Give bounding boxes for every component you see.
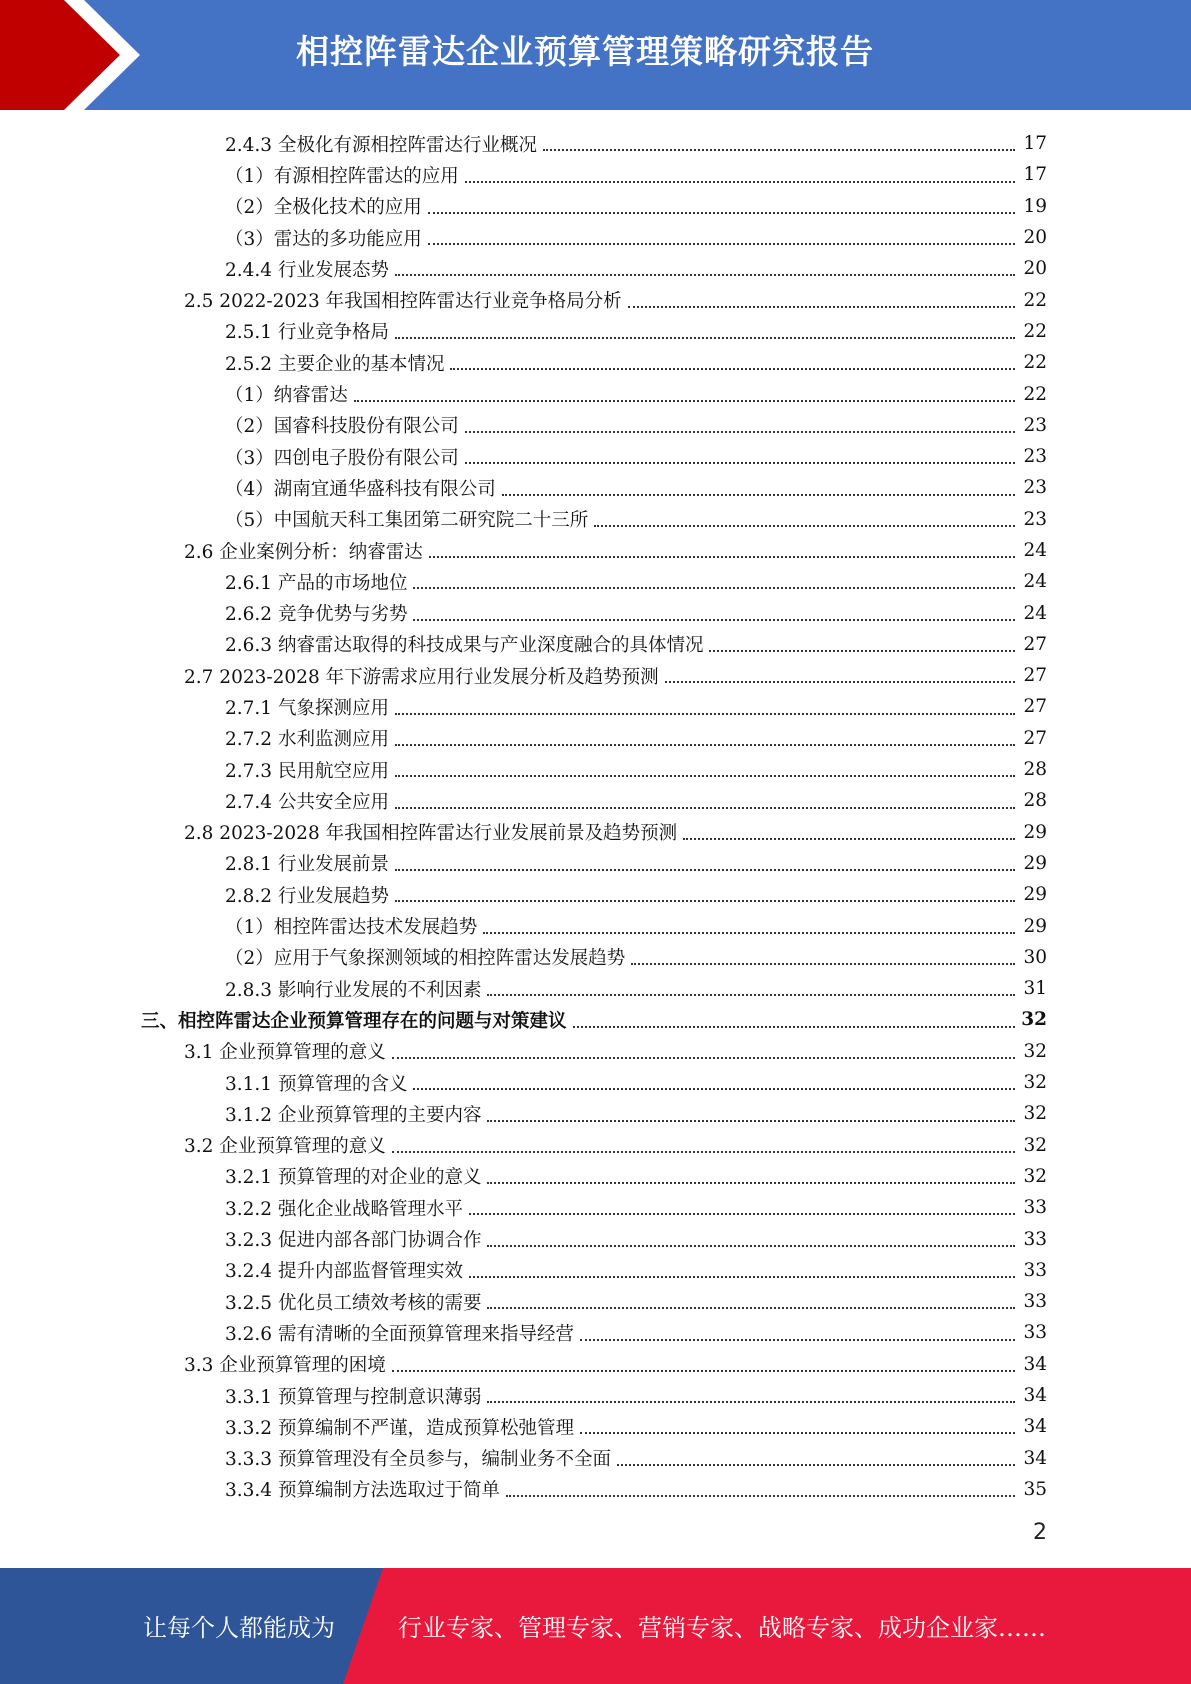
toc-entry-title: （2）应用于气象探测领域的相控阵雷达发展趋势 (225, 948, 626, 970)
toc-entry[interactable] (0, 1442, 1191, 1473)
toc-entry-page: 27 (1023, 727, 1047, 749)
toc-entry-page: 27 (1023, 633, 1047, 655)
toc-leader-dots (709, 649, 1015, 652)
toc-entry-page: 33 (1023, 1197, 1047, 1219)
toc-entry-page: 31 (1023, 978, 1047, 1000)
toc-leader-dots (413, 586, 1015, 589)
toc-entry[interactable] (0, 1130, 1191, 1161)
toc-leader-dots (631, 962, 1015, 965)
toc-entry-title: 2.8.1 行业发展前景 (225, 854, 389, 876)
toc-entry[interactable] (0, 1349, 1191, 1380)
toc-entry[interactable] (0, 535, 1191, 566)
toc-entry-page: 22 (1023, 320, 1047, 342)
toc-entry-page: 29 (1023, 884, 1047, 906)
toc-leader-dots (573, 1025, 1015, 1028)
toc-entry-page: 32 (1023, 1165, 1047, 1187)
toc-entry[interactable] (0, 316, 1191, 347)
toc-entry[interactable] (0, 378, 1191, 409)
toc-leader-dots (395, 273, 1015, 276)
toc-leader-dots (395, 774, 1015, 777)
toc-entry-title: 2.7.3 民用航空应用 (225, 760, 389, 782)
toc-leader-dots (428, 242, 1015, 245)
toc-entry-page: 33 (1023, 1322, 1047, 1344)
toc-entry-page: 29 (1023, 821, 1047, 843)
page-number: 2 (1033, 1520, 1047, 1545)
toc-entry-title: 2.7 2023-2028 年下游需求应用行业发展分析及趋势预测 (184, 666, 659, 688)
toc-entry-page: 17 (1023, 133, 1047, 155)
toc-entry[interactable] (0, 848, 1191, 879)
toc-entry-title: （2）国睿科技股份有限公司 (225, 416, 459, 438)
toc-leader-dots (683, 837, 1015, 840)
toc-entry[interactable] (0, 691, 1191, 722)
toc-entry-page: 29 (1023, 915, 1047, 937)
page-footer (0, 1568, 1191, 1684)
toc-entry-page: 32 (1023, 1040, 1047, 1062)
toc-entry-title: 3.2.4 提升内部监督管理实效 (225, 1261, 463, 1283)
toc-leader-dots (469, 1275, 1015, 1278)
toc-entry-page: 29 (1023, 852, 1047, 874)
toc-entry-title: 2.5 2022-2023 年我国相控阵雷达行业竞争格局分析 (184, 291, 622, 313)
toc-entry-title: （3）雷达的多功能应用 (225, 228, 422, 250)
toc-entry-page: 22 (1023, 289, 1047, 311)
toc-entry-page: 28 (1023, 790, 1047, 812)
toc-entry-title: 2.4.3 全极化有源相控阵雷达行业概况 (225, 134, 537, 156)
toc-entry-page: 23 (1023, 446, 1047, 468)
toc-entry[interactable] (0, 1411, 1191, 1442)
toc-entry-page: 22 (1023, 383, 1047, 405)
footer-roles: 行业专家、管理专家、营销专家、战略专家、成功企业家…… (398, 1614, 1046, 1642)
toc-entry-title: 3.2.5 优化员工绩效考核的需要 (225, 1292, 482, 1314)
toc-leader-dots (487, 1244, 1015, 1247)
toc-entry-page: 17 (1023, 164, 1047, 186)
toc-leader-dots (665, 680, 1015, 683)
toc-entry-title: （1）有源相控阵雷达的应用 (225, 165, 459, 187)
toc-entry-page: 23 (1023, 414, 1047, 436)
toc-leader-dots (465, 430, 1015, 433)
toc-entry-page: 34 (1023, 1416, 1047, 1438)
toc-leader-dots (395, 743, 1015, 746)
toc-leader-dots (580, 1338, 1015, 1341)
toc-leader-dots (395, 868, 1015, 871)
toc-entry[interactable] (0, 1004, 1191, 1035)
toc-entry[interactable] (0, 1255, 1191, 1286)
toc-entry[interactable] (0, 629, 1191, 660)
toc-leader-dots (392, 1056, 1015, 1059)
toc-leader-dots (450, 367, 1015, 370)
report-title: 相控阵雷达企业预算管理策略研究报告 (296, 32, 874, 71)
toc-entry-title: 2.6.1 产品的市场地位 (225, 572, 408, 594)
toc-entry[interactable] (0, 253, 1191, 284)
toc-entry[interactable] (0, 566, 1191, 597)
toc-entry-title: （5）中国航天科工集团第二研究院二十三所 (225, 510, 589, 532)
toc-entry-page: 35 (1023, 1478, 1047, 1500)
toc-entry-title: 3.2.6 需有清晰的全面预算管理来指导经营 (225, 1323, 574, 1345)
toc-entry-title: 3.2.3 促进内部各部门协调合作 (225, 1230, 482, 1252)
toc-leader-dots (487, 1181, 1015, 1184)
toc-entry-title: 2.8 2023-2028 年我国相控阵雷达行业发展前景及趋势预测 (184, 823, 678, 845)
toc-leader-dots (465, 461, 1015, 464)
toc-leader-dots (469, 1212, 1015, 1215)
toc-leader-dots (429, 555, 1015, 558)
toc-entry-title: 3.2.1 预算管理的对企业的意义 (225, 1167, 482, 1189)
toc-entry[interactable] (0, 910, 1191, 941)
toc-entry-title: （4）湖南宜通华盛科技有限公司 (225, 478, 496, 500)
toc-entry-title: 3.1.1 预算管理的含义 (225, 1073, 408, 1095)
toc-entry[interactable] (0, 347, 1191, 378)
toc-entry-page: 34 (1023, 1447, 1047, 1469)
toc-entry[interactable] (0, 410, 1191, 441)
toc-entry[interactable] (0, 879, 1191, 910)
toc-entry-title: （2）全极化技术的应用 (225, 197, 422, 219)
toc-leader-dots (594, 524, 1015, 527)
toc-entry[interactable] (0, 472, 1191, 503)
toc-entry-title: 2.8.2 行业发展趋势 (225, 885, 389, 907)
toc-entry[interactable] (0, 942, 1191, 973)
toc-entry[interactable] (0, 660, 1191, 691)
toc-entry[interactable] (0, 1161, 1191, 1192)
toc-leader-dots (543, 148, 1015, 151)
toc-entry[interactable] (0, 817, 1191, 848)
toc-leader-dots (354, 399, 1015, 402)
toc-entry-page: 33 (1023, 1228, 1047, 1250)
toc-entry[interactable] (0, 597, 1191, 628)
toc-entry-title: 3.3.4 预算编制方法选取过于简单 (225, 1480, 500, 1502)
toc-leader-dots (580, 1431, 1015, 1434)
toc-entry-page: 23 (1023, 508, 1047, 530)
toc-entry[interactable] (0, 1474, 1191, 1505)
toc-entry-page: 27 (1023, 696, 1047, 718)
toc-entry-page: 20 (1023, 258, 1047, 280)
toc-leader-dots (502, 493, 1015, 496)
toc-leader-dots (487, 1400, 1015, 1403)
toc-entry-page: 22 (1023, 352, 1047, 374)
toc-leader-dots (395, 712, 1015, 715)
toc-leader-dots (487, 1306, 1015, 1309)
toc-entry-title: 3.2 企业预算管理的意义 (184, 1136, 386, 1158)
toc-entry[interactable] (0, 159, 1191, 190)
toc-entry-title: 2.6.2 竞争优势与劣势 (225, 604, 408, 626)
toc-entry-title: （1）相控阵雷达技术发展趋势 (225, 917, 478, 939)
toc-leader-dots (628, 305, 1015, 308)
toc-entry-page: 24 (1023, 571, 1047, 593)
toc-entry-page: 32 (1023, 1103, 1047, 1125)
toc-entry-title: 3.2.2 强化企业战略管理水平 (225, 1198, 463, 1220)
toc-leader-dots (392, 1150, 1015, 1153)
toc-entry-page: 23 (1023, 477, 1047, 499)
toc-entry[interactable] (0, 723, 1191, 754)
toc-entry-page: 19 (1023, 195, 1047, 217)
toc-entry-title: 2.5.2 主要企业的基本情况 (225, 353, 445, 375)
toc-entry-title: （3）四创电子股份有限公司 (225, 447, 459, 469)
toc-entry-title: 3.1 企业预算管理的意义 (184, 1042, 386, 1064)
toc-leader-dots (465, 180, 1015, 183)
toc-entry[interactable] (0, 785, 1191, 816)
red-chevron-decoration (0, 0, 160, 110)
toc-entry-page: 32 (1021, 1009, 1047, 1031)
toc-entry-page: 32 (1023, 1134, 1047, 1156)
toc-entry-title: 2.7.1 气象探测应用 (225, 697, 389, 719)
toc-entry[interactable] (0, 1098, 1191, 1129)
toc-entry-title: 2.6.3 纳睿雷达取得的科技成果与产业深度融合的具体情况 (225, 635, 704, 657)
toc-entry-page: 27 (1023, 665, 1047, 687)
toc-entry[interactable] (0, 441, 1191, 472)
toc-entry[interactable] (0, 973, 1191, 1004)
toc-entry[interactable] (0, 1067, 1191, 1098)
toc-entry-page: 34 (1023, 1353, 1047, 1375)
toc-entry-title: 三、相控阵雷达企业预算管理存在的问题与对策建议 (141, 1010, 567, 1032)
toc-entry[interactable] (0, 1286, 1191, 1317)
toc-entry[interactable] (0, 1380, 1191, 1411)
toc-entry[interactable] (0, 284, 1191, 315)
toc-entry-page: 24 (1023, 540, 1047, 561)
toc-entry-title: 3.3 企业预算管理的困境 (184, 1355, 386, 1377)
toc-leader-dots (506, 1494, 1015, 1497)
table-of-contents (0, 128, 1191, 1505)
toc-entry[interactable] (0, 1036, 1191, 1067)
toc-entry-page: 33 (1023, 1259, 1047, 1281)
toc-leader-dots (413, 618, 1015, 621)
toc-entry[interactable] (0, 222, 1191, 253)
page-header (0, 0, 1191, 110)
toc-leader-dots (413, 1087, 1015, 1090)
toc-entry[interactable] (0, 754, 1191, 785)
toc-entry-title: 3.3.1 预算管理与控制意识薄弱 (225, 1386, 482, 1408)
footer-slogan: 让每个人都能成为 (143, 1614, 335, 1642)
toc-entry[interactable] (0, 1317, 1191, 1348)
toc-entry-page: 20 (1023, 227, 1047, 249)
toc-entry[interactable] (0, 128, 1191, 159)
toc-entry-page: 32 (1023, 1072, 1047, 1094)
toc-leader-dots (483, 931, 1015, 934)
toc-entry-title: 2.7.4 公共安全应用 (225, 791, 389, 813)
toc-entry[interactable] (0, 1223, 1191, 1254)
toc-entry[interactable] (0, 191, 1191, 222)
toc-entry-page: 33 (1023, 1291, 1047, 1313)
toc-leader-dots (395, 899, 1015, 902)
toc-entry-title: 2.5.1 行业竞争格局 (225, 322, 389, 344)
toc-entry-title: 3.3.2 预算编制不严谨，造成预算松弛管理 (225, 1417, 574, 1439)
toc-entry-title: （1）纳睿雷达 (225, 385, 348, 407)
toc-entry-page: 24 (1023, 602, 1047, 624)
toc-entry-title: 2.4.4 行业发展态势 (225, 259, 389, 281)
toc-entry-title: 2.8.3 影响行业发展的不利因素 (225, 979, 482, 1001)
toc-leader-dots (487, 993, 1015, 996)
toc-leader-dots (392, 1369, 1015, 1372)
toc-entry[interactable] (0, 1192, 1191, 1223)
toc-entry-page: 28 (1023, 759, 1047, 781)
toc-entry-title: 2.6 企业案例分析：纳睿雷达 (184, 541, 423, 563)
toc-leader-dots (617, 1463, 1015, 1466)
toc-entry-title: 3.3.3 预算管理没有全员参与，编制业务不全面 (225, 1449, 611, 1471)
toc-entry-title: 3.1.2 企业预算管理的主要内容 (225, 1104, 482, 1126)
toc-entry-page: 34 (1023, 1385, 1047, 1407)
toc-entry[interactable] (0, 504, 1191, 535)
toc-leader-dots (395, 336, 1015, 339)
toc-leader-dots (487, 1119, 1015, 1122)
toc-entry-page: 30 (1023, 946, 1047, 968)
toc-entry-title: 2.7.2 水利监测应用 (225, 729, 389, 751)
toc-leader-dots (428, 211, 1015, 214)
toc-leader-dots (395, 806, 1015, 809)
